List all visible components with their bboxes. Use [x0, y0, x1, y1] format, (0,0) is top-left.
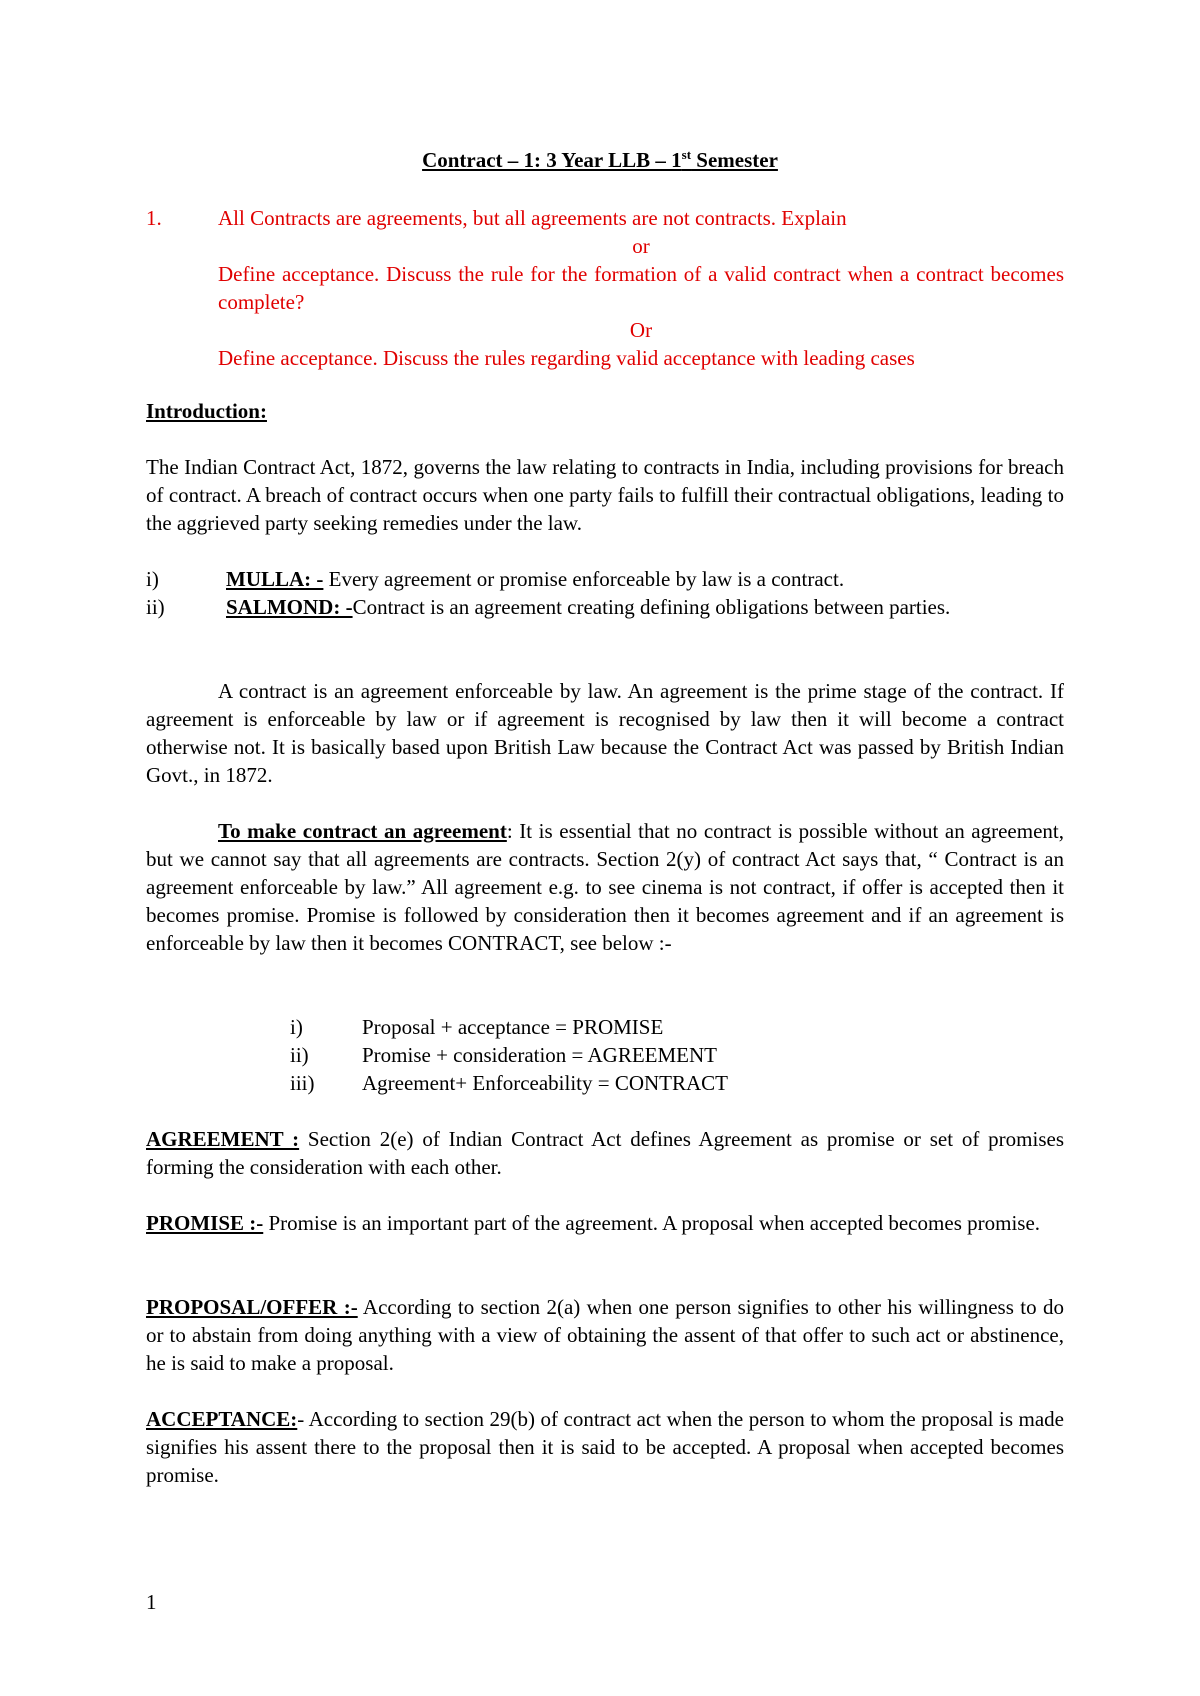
definition-item-1 [226, 565, 1064, 593]
definition-number-2: ii) [146, 595, 165, 619]
page-title [0, 146, 1200, 174]
question-line-2: Define acceptance. Discuss the rule for the formation of a valid contract when a contract becomes complete? [218, 262, 1064, 314]
formula-text-3: Agreement+ Enforceability = CONTRACT [362, 1071, 729, 1095]
page-number: 1 [146, 1590, 157, 1614]
promise-paragraph [146, 1209, 1064, 1237]
formula-text-2: Promise + consideration = AGREEMENT [362, 1043, 717, 1067]
question-or-2: Or [629, 318, 653, 342]
title-main: Contract – 1: 3 Year LLB – 1 [422, 148, 682, 172]
definition-item-2 [226, 593, 1064, 621]
agreement-paragraph [146, 1125, 1064, 1181]
agreement-label: AGREEMENT : [146, 1127, 300, 1151]
introduction-paragraph: The Indian Contract Act, 1872, governs the law relating to contracts in India, including provisions for breach of contract. A breach of contract occurs when one party fails to fulfill their contractual obligations, leading to the aggrieved party seeking remedies under the law. [146, 455, 1064, 535]
question-line-3: Define acceptance. Discuss the rules regarding valid acceptance with leading cases [218, 346, 915, 370]
question-or-1: or [632, 234, 650, 258]
proposal-text: According to section 2(a) when one person signifies to other his willingness to do or to abstain from doing anything with a view of obtaining the assent of that offer to such act or abstinence, he is said to make a proposal. [146, 1295, 1064, 1375]
formula-text-1: Proposal + acceptance = PROMISE [362, 1015, 664, 1039]
definition-label-salmond: SALMOND: - [226, 595, 353, 619]
make-contract-label: To make contract an agreement [218, 819, 507, 843]
question-line-1: All Contracts are agreements, but all agreements are not contracts. Explain [218, 206, 847, 230]
definition-label-mulla: MULLA: - [226, 567, 324, 591]
proposal-paragraph [146, 1293, 1064, 1377]
make-contract-paragraph [146, 817, 1064, 957]
promise-label: PROMISE :- [146, 1211, 264, 1235]
acceptance-text: - According to section 29(b) of contract act when the person to whom the proposal is made signifies his assent there to the proposal then it is said to be accepted. A proposal when accepted becomes promise. [146, 1407, 1064, 1487]
acceptance-paragraph [146, 1405, 1064, 1489]
title-superscript: st [681, 147, 692, 162]
definition-number-1: i) [146, 567, 159, 591]
question-body [218, 204, 1064, 372]
promise-text: Promise is an important part of the agreement. A proposal when accepted becomes promise. [263, 1211, 1041, 1235]
agreement-text: Section 2(e) of Indian Contract Act defines Agreement as promise or set of promises forming the consideration with each other. [146, 1127, 1064, 1179]
formula-number-3: iii) [290, 1071, 315, 1095]
proposal-label: PROPOSAL/OFFER :- [146, 1295, 358, 1319]
title-tail: Semester [691, 148, 778, 172]
definition-text-mulla: Every agreement or promise enforceable by law is a contract. [323, 567, 845, 591]
formula-number-1: i) [290, 1015, 303, 1039]
definition-text-salmond: Contract is an agreement creating defining obligations between parties. [352, 595, 951, 619]
formula-number-2: ii) [290, 1043, 309, 1067]
introduction-heading: Introduction: [146, 399, 267, 423]
question-number: 1. [146, 206, 162, 230]
contract-paragraph: A contract is an agreement enforceable by law. An agreement is the prime stage of the contract. If agreement is enforceable by law or if agreement is recognised by law then it will become a contract otherwise not. It is basically based upon British Law because the Contract Act was passed by British Indian Govt., in 1872. [146, 679, 1064, 787]
acceptance-label: ACCEPTANCE: [146, 1407, 298, 1431]
make-contract-text: : It is essential that no contract is possible without an agreement, but we cannot say that all agreements are contracts. Section 2(y) of contract Act says that, “ Contract is an agreement enforceable by law.” All agreement e.g. to see cinema is not contract, if offer is accepted then it becomes promise. Promise is followed by consideration then it becomes agreement and if an agreement is enforceable by law then it becomes CONTRACT, see below :- [146, 819, 1064, 955]
